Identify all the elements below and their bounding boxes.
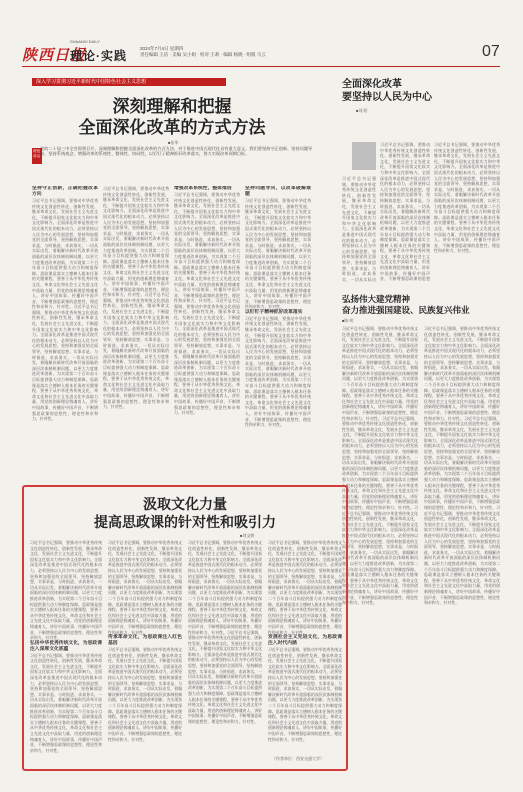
lead-subhead: 增强改革系统性，整体推进: [174, 186, 232, 191]
right-mid-column-1: 习近平总书记强调，要推动中华优秀传统文化创造性转化、创新性发展，继承革命文化，发展社会主义先进文化，不断提升国家文化软实力和中华文化影响力。全面深化改革是推进中国式现代化的根本动力，必须坚持以人民为中心的发展思想，坚持和加强党的全面领导，坚持解放思想、实事求是、与时俱进、求真务实，一切从实际出发，着眼解决新时代改革开放面临的深层次体制机制问题，以更大力度推进改革创新，为实现第二个百年奋斗目标提供强大动力和制度保障。思政课是落实立德树人根本任务的关键课程，要善于从中华优秀传统文化、革命文化和社会主义先进文化中汲取力量，用党的创新理论铸魂育人，讲好中国故事，传播好中国声音，不断增强思政课的思想性、理论性和亲和力、针对性。习近平总书记强调，要推动中华优秀传统文化创造性转化、创新性发展，继承革命文化，发展社会主义先进文化，不断提升国家文化软实力和中华文化影响力。全面深化改革是推进中国式现代化的根本动力，必须坚持以人民为中心的发展思想，坚持和加强党的全面领导，坚持解放思想、实事求是、与时俱进、求真务实，一切从实际出发，着眼解决新时代改革开放面临的深层次体制机制问题，以更大力度推进改革创新，为实现第二个百年奋斗目标提供强大动力和制度保障。思政课是落实立德树人根本任务的关键课程，要善于从中华优秀传统文化、革命文化和社会主义先进文化中汲取力量，用党的创新理论铸魂育人，讲好中国故事，传播好中国声音，不断增强思政课的思想性、理论性和亲和力、针对性。习近平总书记强调，要推动中华优秀传统文化创造性转化、创新性发展，继承革命文化，发展社会主义先进文化，不断提升国家文化软实力和中华文化影响力。全面深化改革是推进中国式现代化的根本动力，必须坚持以人民为中心的发展思想，坚持和加强党的全面领导，坚持解放思想、实事求是、与时俱进、求真务实，一切从实际出发，着眼解决新时代改革开放面临的深层次体制机制问题，以更大力度推进改革创新，为实现第二个百年奋斗目标提供强大动力和制度保障。思政课是落实立德树人根本任务的关键课程，要善于从中华优秀传统文化、革命文化和社会主义先进文化中汲取力量，用党的创新理论铸魂育人，讲好中国故事，传播好中国声音，不断增强思政课的思想性、理论性和亲和力、针对性。: [342, 326, 418, 606]
featured-subhead: 弘扬中华优秀传统文化，为思政课注入深厚文化底蕴: [30, 640, 102, 652]
right-top-column-2: 习近平总书记强调，要推动中华优秀传统文化创造性转化、创新性发展，继承革命文化，发展社会主义先进文化，不断提升国家文化软实力和中华文化影响力。全面深化改革是推进中国式现代化的根本动力，必须坚持以人民为中心的发展思想，坚持和加强党的全面领导，坚持解放思想、实事求是、与时俱进、求真务实，一切从实际出发，着眼解决新时代改革开放面临的深层次体制机制问题，以更大力度推进改革创新，为实现第二个百年奋斗目标提供强大动力和制度保障。思政课是落实立德树人根本任务的关键课程，要善于从中华优秀传统文化、革命文化和社会主义先进文化中汲取力量，用党的创新理论铸魂育人，讲好中国故事，传播好中国声音，不断增强思政课的思想性、理论性和亲和力、针对性。: [434, 142, 500, 254]
newspaper-logo: 陕西日报: [22, 46, 87, 64]
featured-column-4: 习近平总书记强调，要推动中华优秀传统文化创造性转化、创新性发展，继承革命文化，发展社会主义先进文化，不断提升国家文化软实力和中华文化影响力。全面深化改革是推进中国式现代化的根本动力，必须坚持以人民为中心的发展思想，坚持和加强党的全面领导，坚持解放思想、实事求是、与时俱进、求真务实，一切从实际出发，着眼解决新时代改革开放面临的深层次体制机制问题，以更大力度推进改革创新，为实现第二个百年奋斗目标提供强大动力和制度保障。思政课是落实立德树人根本任务的关键课程，要善于从中华优秀传统文化、革命文化和社会主义先进文化中汲取力量，用党的创新理论铸魂育人，讲好中国故事，传播好中国声音，不断增强思政课的思想性、理论性和亲和力、针对性。 发展社会主义先进文化，为思政课注入时代内涵 习近平总书记强调，要推动中华优秀传统文化创造性转化、创新性发展，继承革命文化，发展社会主义先进文化，不断提升国家文化软实力和中华文化影响力。全面深化改革是推进中国式现代化的根本动力，必须坚持以人民为中心的发展思想，坚持和加强党的全面领导，坚持解放思想、实事求是、与时俱进、求真务实，一切从实际出发，着眼解决新时代改革开放面临的深层次体制机制问题，以更大力度推进改革创新，为实现第二个百年奋斗目标提供强大动力和制度保障。思政课是落实立德树人根本任务的关键课程，要善于从中华优秀传统文化、革命文化和社会主义先进文化中汲取力量，用党的创新理论铸魂育人，讲好中国故事，传播好中国声音，不断增强思政课的思想性、理论性和亲和力、针对性。: [268, 540, 342, 742]
right-mid-byline: ■陈 明: [342, 318, 354, 323]
lead-tag: 理论前沿: [32, 148, 42, 164]
lead-title: 深刻理解和把握 全面深化改革的方式方法: [78, 97, 266, 137]
lead-subhead: 坚持问题导向，以改革破解难题: [245, 186, 311, 197]
featured-subhead: 发展社会主义先进文化，为思政课注入时代内涵: [268, 635, 342, 647]
right-top-column-1: 习近平总书记强调，要推动中华优秀传统文化创造性转化、创新性发展，继承革命文化，发展社会主义先进文化，不断提升国家文化软实力和中华文化影响力。全面深化改革是推进中国式现代化的根本动力，必须坚持以人民为中心的发展思想，坚持和加强党的全面领导，坚持解放思想、实事求是、与时俱进、求真务实，一切从实际出发，着眼解决新时代改革开放面临的深层次体制机制问题，以更大力度推进改革创新，为实现第二个百年奋斗目标提供强大动力和制度保障。思政课是落实立德树人根本任务的关键课程，要善于从中华优秀传统文化、革命文化和社会主义先进文化中汲取力量，用党的创新理论铸魂育人，讲好中国故事，传播好中国声音，不断增强思政课的思想: [380, 142, 430, 282]
page-number: 07: [482, 43, 500, 60]
featured-column-2: 习近平总书记强调，要推动中华优秀传统文化创造性转化、创新性发展，继承革命文化，发展社会主义先进文化，不断提升国家文化软实力和中华文化影响力。全面深化改革是推进中国式现代化的根本动力，必须坚持以人民为中心的发展思想，坚持和加强党的全面领导，坚持解放思想、实事求是、与时俱进、求真务实，一切从实际出发，着眼解决新时代改革开放面临的深层次体制机制问题，以更大力度推进改革创新，为实现第二个百年奋斗目标提供强大动力和制度保障。思政课是落实立德树人根本任务的关键课程，要善于从中华优秀传统文化、革命文化和社会主义先进文化中汲取力量，用党的创新理论铸魂育人，讲好中国故事，传播好中国声音，不断增强思政课的思想性、理论性和亲和力、针对性。 传承革命文化，为思政课注入红色基因 习近平总书记强调，要推动中华优秀传统文化创造性转化、创新性发展，继承革命文化，发展社会主义先进文化，不断提升国家文化软实力和中华文化影响力。全面深化改革是推进中国式现代化的根本动力，必须坚持以人民为中心的发展思想，坚持和加强党的全面领导，坚持解放思想、实事求是、与时俱进、求真务实，一切从实际出发，着眼解决新时代改革开放面临的深层次体制机制问题，以更大力度推进改革创新，为实现第二个百年奋斗目标提供强大动力和制度保障。思政课是落实立德树人根本任务的关键课程，要善于从中华优秀传统文化、革命文化和社会主义先进文化中汲取力量，用党的创新理论铸魂育人，讲好中国故事，传播好中国声音，不断增强思政课的思想性、理论性和亲和力、针对性。: [108, 540, 182, 742]
featured-column-3: 习近平总书记强调，要推动中华优秀传统文化创造性转化、创新性发展，继承革命文化，发展社会主义先进文化，不断提升国家文化软实力和中华文化影响力。全面深化改革是推进中国式现代化的根本动力，必须坚持以人民为中心的发展思想，坚持和加强党的全面领导，坚持解放思想、实事求是、与时俱进、求真务实，一切从实际出发，着眼解决新时代改革开放面临的深层次体制机制问题，以更大力度推进改革创新，为实现第二个百年奋斗目标提供强大动力和制度保障。思政课是落实立德树人根本任务的关键课程，要善于从中华优秀传统文化、革命文化和社会主义先进文化中汲取力量，用党的创新理论铸魂育人，讲好中国故事，传播好中国声音，不断增强思政课的思想性、理论性和亲和力、针对性。习近平总书记强调，要推动中华优秀传统文化创造性转化、创新性发展，继承革命文化，发展社会主义先进文化，不断提升国家文化软实力和中华文化影响力。全面深化改革是推进中国式现代化的根本动力，必须坚持以人民为中心的发展思想，坚持和加强党的全面领导，坚持解放思想、实事求是、与时俱进、求真务实，一切从实际出发，着眼解决新时代改革开放面临的深层次体制机制问题，以更大力度推进改革创新，为实现第二个百年奋斗目标提供强大动力和制度保障。思政课是落实立德树人根本任务的关键课程，要善于从中华优秀传统文化、革命文化和社会主义先进文化中汲取力量，用党的创新理论铸魂育人，讲好中国故事，传播好中国声音，不断增强思政课的思想性、理论性和亲和力、针对性。: [188, 540, 262, 724]
lead-column-2: 习近平总书记强调，要推动中华优秀传统文化创造性转化、创新性发展，继承革命文化，发展社会主义先进文化，不断提升国家文化软实力和中华文化影响力。全面深化改革是推进中国式现代化的根本动力，必须坚持以人民为中心的发展思想，坚持和加强党的全面领导，坚持解放思想、实事求是、与时俱进、求真务实，一切从实际出发，着眼解决新时代改革开放面临的深层次体制机制问题，以更大力度推进改革创新，为实现第二个百年奋斗目标提供强大动力和制度保障。思政课是落实立德树人根本任务的关键课程，要善于从中华优秀传统文化、革命文化和社会主义先进文化中汲取力量，用党的创新理论铸魂育人，讲好中国故事，传播好中国声音，不断增强思政课的思想性、理论性和亲和力、针对性。习近平总书记强调，要推动中华优秀传统文化创造性转化、创新性发展，继承革命文化，发展社会主义先进文化，不断提升国家文化软实力和中华文化影响力。全面深化改革是推进中国式现代化的根本动力，必须坚持以人民为中心的发展思想，坚持和加强党的全面领导，坚持解放思想、实事求是、与时俱进、求真务实，一切从实际出发，着眼解决新时代改革开放面临的深层次体制机制问题，以更大力度推进改革创新，为实现第二个百年奋斗目标提供强大动力和制度保障。思政课是落实立德树人根本任务的关键课程，要善于从中华优秀传统文化、革命文化和社会主义先进文化中汲取力量，用党的创新理论铸魂育人，讲好中国故事，传播好中国声音，不断增强思政课的思想性、理论性和亲和力、针对性。: [103, 186, 169, 410]
section-title: 理论·实践: [70, 49, 127, 63]
featured-byline: ■刘文婷: [240, 533, 255, 538]
right-top-byline: ■刘 阳: [356, 108, 368, 113]
lead-column-4: 坚持问题导向，以改革破解难题 习近平总书记强调，要推动中华优秀传统文化创造性转化、创新性发展，继承革命文化，发展社会主义先进文化，不断提升国家文化软实力和中华文化影响力。全面深化改革是推进中国式现代化的根本动力，必须坚持以人民为中心的发展思想，坚持和加强党的全面领导，坚持解放思想、实事求是、与时俱进、求真务实，一切从实际出发，着眼解决新时代改革开放面临的深层次体制机制问题，以更大力度推进改革创新，为实现第二个百年奋斗目标提供强大动力和制度保障。思政课是落实立德树人根本任务的关键课程，要善于从中华优秀传统文化、革命文化和社会主义先进文化中汲取力量，用党的创新理论铸魂育人，讲好中国故事，传播好中国声音，不断增强思政课的思想性、理论性和亲和力、针对性。 以钉钉子精神抓好改革落实 习近平总书记强调，要推动中华优秀传统文化创造性转化、创新性发展，继承革命文化，发展社会主义先进文化，不断提升国家文化软实力和中华文化影响力。全面深化改革是推进中国式现代化的根本动力，必须坚持以人民为中心的发展思想，坚持和加强党的全面领导，坚持解放思想、实事求是、与时俱进、求真务实，一切从实际出发，着眼解决新时代改革开放面临的深层次体制机制问题，以更大力度推进改革创新，为实现第二个百年奋斗目标提供强大动力和制度保障。思政课是落实立德树人根本任务的关键课程，要善于从中华优秀传统文化、革命文化和社会主义先进文化中汲取力量，用党的创新理论铸魂育人，讲好中国故事，传播好中国声音，不断增强思政课的思想性、理论性和亲和力、针对性。: [245, 186, 311, 428]
featured-column-1: 习近平总书记强调，要推动中华优秀传统文化创造性转化、创新性发展，继承革命文化，发展社会主义先进文化，不断提升国家文化软实力和中华文化影响力。全面深化改革是推进中国式现代化的根本动力，必须坚持以人民为中心的发展思想，坚持和加强党的全面领导，坚持解放思想、实事求是、与时俱进、求真务实，一切从实际出发，着眼解决新时代改革开放面临的深层次体制机制问题，以更大力度推进改革创新，为实现第二个百年奋斗目标提供强大动力和制度保障。思政课是落实立德树人根本任务的关键课程，要善于从中华优秀传统文化、革命文化和社会主义先进文化中汲取力量，用党的创新理论铸魂育人，讲好中国故事，传播好中国声音，不断增强思政课的思想性、理论性和亲和力、针对性。 弘扬中华优秀传统文化，为思政课注入深厚文化底蕴 习近平总书记强调，要推动中华优秀传统文化创造性转化、创新性发展，继承革命文化，发展社会主义先进文化，不断提升国家文化软实力和中华文化影响力。全面深化改革是推进中国式现代化的根本动力，必须坚持以人民为中心的发展思想，坚持和加强党的全面领导，坚持解放思想、实事求是、与时俱进、求真务实，一切从实际出发，着眼解决新时代改革开放面临的深层次体制机制问题，以更大力度推进改革创新，为实现第二个百年奋斗目标提供强大动力和制度保障。思政课是落实立德树人根本任务的关键课程，要善于从中华优秀传统文化、革命文化和社会主义先进文化中汲取力量，用党的创新理论铸魂育人，讲好中国故事，传播好中国声音，不断增强思政课的思想性、理论性和亲和力、针对性。: [30, 540, 102, 753]
featured-subhead: 传承革命文化，为思政课注入红色基因: [108, 635, 182, 647]
header-rule: [22, 66, 500, 67]
featured-footer: （作者单位：西安交通大学）: [272, 756, 324, 761]
author-photo: [352, 142, 376, 170]
newspaper-logo-sub: SHAANXI DAILY: [70, 39, 100, 44]
lead-column-3: 增强改革系统性，整体推进 习近平总书记强调，要推动中华优秀传统文化创造性转化、创新性发展，继承革命文化，发展社会主义先进文化，不断提升国家文化软实力和中华文化影响力。全面深化改革是推进中国式现代化的根本动力，必须坚持以人民为中心的发展思想，坚持和加强党的全面领导，坚持解放思想、实事求是、与时俱进、求真务实，一切从实际出发，着眼解决新时代改革开放面临的深层次体制机制问题，以更大力度推进改革创新，为实现第二个百年奋斗目标提供强大动力和制度保障。思政课是落实立德树人根本任务的关键课程，要善于从中华优秀传统文化、革命文化和社会主义先进文化中汲取力量，用党的创新理论铸魂育人，讲好中国故事，传播好中国声音，不断增强思政课的思想性、理论性和亲和力、针对性。习近平总书记强调，要推动中华优秀传统文化创造性转化、创新性发展，继承革命文化，发展社会主义先进文化，不断提升国家文化软实力和中华文化影响力。全面深化改革是推进中国式现代化的根本动力，必须坚持以人民为中心的发展思想，坚持和加强党的全面领导，坚持解放思想、实事求是、与时俱进、求真务实，一切从实际出发，着眼解决新时代改革开放面临的深层次体制机制问题，以更大力度推进改革创新，为实现第二个百年奋斗目标提供强大动力和制度保障。思政课是落实立德树人根本任务的关键课程，要善于从中华优秀传统文化、革命文化和社会主义先进文化中汲取力量，用党的创新理论铸魂育人，讲好中国故事，传播好中国声音，不断增强思政课的思想性、理论性和亲和力、针对性。: [174, 186, 240, 416]
right-mid-title: 弘扬伟大建党精神 奋力推进强国建设、民族复兴伟业: [342, 294, 470, 315]
lead-byline: ■张华: [168, 140, 179, 145]
right-top-title: 全面深化改革 要坚持以人民为中心: [342, 79, 432, 103]
lead-abstract: 党的二十届三中全会即将召开，深刻理解和把握全面深化改革的方式方法，对于推进中国式现代化具有重大意义。我们要坚持守正创新、坚持问题导向、坚持系统观念，增强改革的系统性、整体性、协同性，以钉钉子精神抓好改革落实，努力实现改革预期目标。: [40, 146, 313, 157]
right-mid-column-2: 习近平总书记强调，要推动中华优秀传统文化创造性转化、创新性发展，继承革命文化，发展社会主义先进文化，不断提升国家文化软实力和中华文化影响力。全面深化改革是推进中国式现代化的根本动力，必须坚持以人民为中心的发展思想，坚持和加强党的全面领导，坚持解放思想、实事求是、与时俱进、求真务实，一切从实际出发，着眼解决新时代改革开放面临的深层次体制机制问题，以更大力度推进改革创新，为实现第二个百年奋斗目标提供强大动力和制度保障。思政课是落实立德树人根本任务的关键课程，要善于从中华优秀传统文化、革命文化和社会主义先进文化中汲取力量，用党的创新理论铸魂育人，讲好中国故事，传播好中国声音，不断增强思政课的思想性、理论性和亲和力、针对性。习近平总书记强调，要推动中华优秀传统文化创造性转化、创新性发展，继承革命文化，发展社会主义先进文化，不断提升国家文化软实力和中华文化影响力。全面深化改革是推进中国式现代化的根本动力，必须坚持以人民为中心的发展思想，坚持和加强党的全面领导，坚持解放思想、实事求是、与时俱进、求真务实，一切从实际出发，着眼解决新时代改革开放面临的深层次体制机制问题，以更大力度推进改革创新，为实现第二个百年奋斗目标提供强大动力和制度保障。思政课是落实立德树人根本任务的关键课程，要善于从中华优秀传统文化、革命文化和社会主义先进文化中汲取力量，用党的创新理论铸魂育人，讲好中国故事，传播好中国声音，不断增强思政课的思想性、理论性和亲和力、针对性。习近平总书记强调，要推动中华优秀传统文化创造性转化、创新性发展，继承革命文化，发展社会主义先进文化，不断提升国家文化软实力和中华文化影响力。全面深化改革是推进中国式现代化的根本动力，必须坚持以人民为中心的发展思想，坚持和加强党的全面领导，坚持解放思想、实事求是、与时俱进、求真务实，一切从实际出发，着眼解决新时代改革开放面临的深层次体制机制问题，以更大力度推进改革创新，为实现第二个百年奋斗目标提供强大动力和制度保障。思政课是落实立德树人根本任务的关键课程，要善于从中华优秀传统文化、革命文化和社会主义先进文化中汲取力量，用党的创新理论铸魂育人，讲好中国故事，传播好中国声音，不断增强思政课的思想性、理论性和亲和力、针对性。: [424, 326, 500, 606]
header-meta: 2024年7月4日 星期四 责任编辑 王洁 · 美编 吴小娟 · 校对 王莉 · 编辑 杨晓 · 组版 马云: [140, 46, 266, 57]
lead-banner: 深入学习贯彻习近平新时代中国特色社会主义思想: [32, 78, 226, 86]
lead-column-1: 坚持守正创新，正确把握改革方向 习近平总书记强调，要推动中华优秀传统文化创造性转化、创新性发展，继承革命文化，发展社会主义先进文化，不断提升国家文化软实力和中华文化影响力。全面深化改革是推进中国式现代化的根本动力，必须坚持以人民为中心的发展思想，坚持和加强党的全面领导，坚持解放思想、实事求是、与时俱进、求真务实，一切从实际出发，着眼解决新时代改革开放面临的深层次体制机制问题，以更大力度推进改革创新，为实现第二个百年奋斗目标提供强大动力和制度保障。思政课是落实立德树人根本任务的关键课程，要善于从中华优秀传统文化、革命文化和社会主义先进文化中汲取力量，用党的创新理论铸魂育人，讲好中国故事，传播好中国声音，不断增强思政课的思想性、理论性和亲和力、针对性。习近平总书记强调，要推动中华优秀传统文化创造性转化、创新性发展，继承革命文化，发展社会主义先进文化，不断提升国家文化软实力和中华文化影响力。全面深化改革是推进中国式现代化的根本动力，必须坚持以人民为中心的发展思想，坚持和加强党的全面领导，坚持解放思想、实事求是、与时俱进、求真务实，一切从实际出发，着眼解决新时代改革开放面临的深层次体制机制问题，以更大力度推进改革创新，为实现第二个百年奋斗目标提供强大动力和制度保障。思政课是落实立德树人根本任务的关键课程，要善于从中华优秀传统文化、革命文化和社会主义先进文化中汲取力量，用党的创新理论铸魂育人，讲好中国故事，传播好中国声音，不断增强思政课的思想性、理论性和亲和力、针对性。: [32, 186, 98, 422]
lead-subhead: 以钉钉子精神抓好改革落实: [245, 309, 303, 315]
lead-subhead: 坚持守正创新，正确把握改革方向: [32, 186, 98, 197]
right-top-column-3: 习近平总书记强调，要推动中华优秀传统文化创造性转化、创新性发展，继承革命文化，发展社会主义先进文化，不断提升国家文化软实力和中华文化影响力。全面深化改革是推进中国式现代化的根本动力，必须坚持以人民为中心的发展思想，坚持和加强党的全面领导，坚持解放思想、实事求是、与时俱进、求真务实，一切从实际出: [342, 176, 376, 282]
featured-title: 汲取文化力量 提高思政课的针对性和吸引力: [94, 496, 276, 530]
